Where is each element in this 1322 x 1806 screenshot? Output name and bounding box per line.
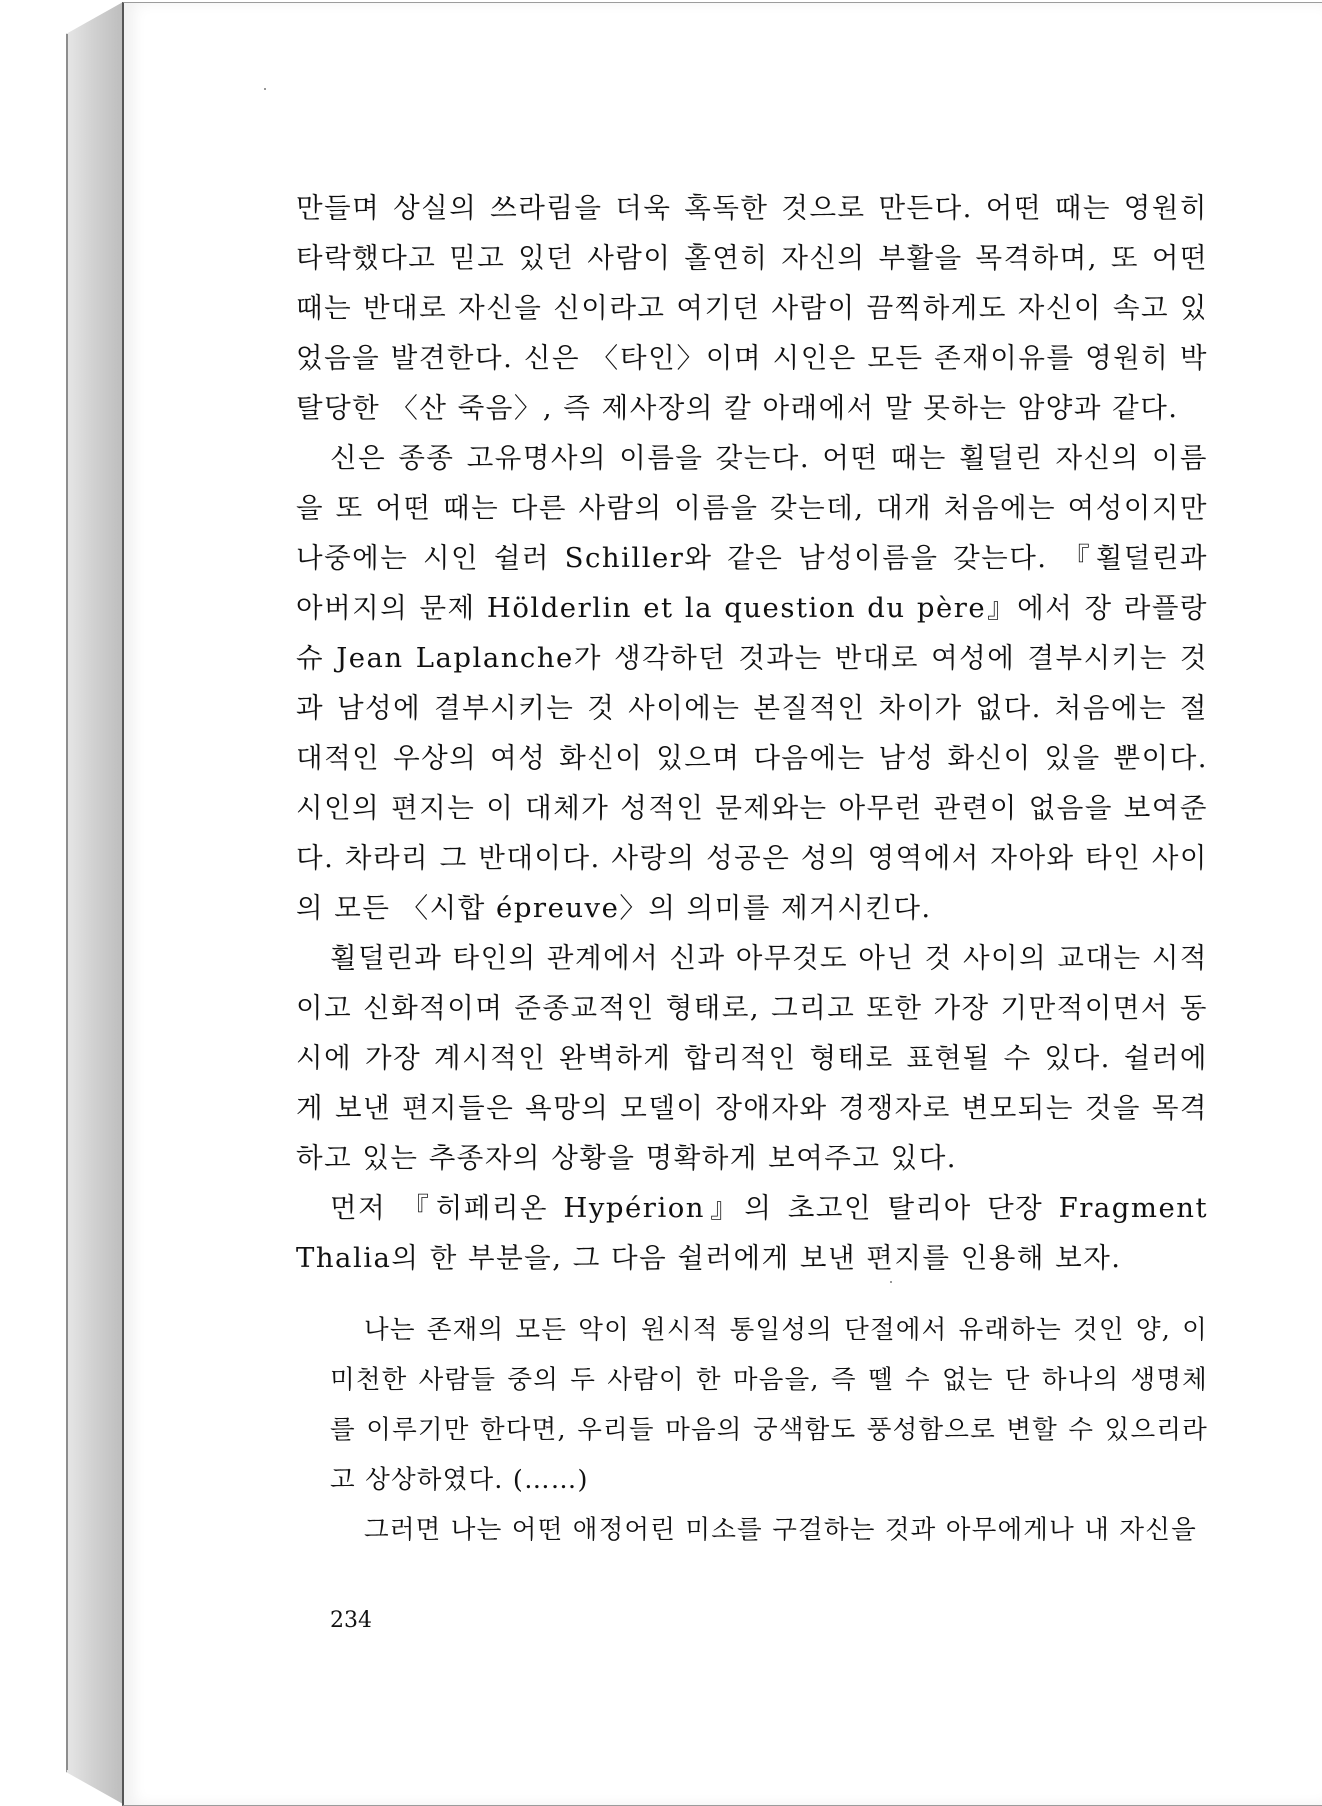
page-number: 234 (330, 1608, 372, 1633)
quote-paragraph: 나는 존재의 모든 악이 원시적 통일성의 단절에서 유래하는 것인 양, 이 미천한 사람들 중의 두 사람이 한 마음을, 즉 뗄 수 없는 단 하나의 생명체를 이루기만 한다면, 우리들 마음의 궁색함도 풍성함으로 변할 수 있으리라고 상상하였다. (……) (330, 1315, 1208, 1495)
body-text (296, 183, 1208, 1283)
body-paragraph: 만들며 상실의 쓰라림을 더욱 혹독한 것으로 만든다. 어떤 때는 영원히 타락했다고 믿고 있던 사람이 홀연히 자신의 부활을 목격하며, 또 어떤 때는 반대로 자신을 신이라고 여기던 사람이 끔찍하게도 자신이 속고 있었음을 발견한다. 신은 〈타인〉이며 시인은 모든 존재이유를 영원히 박탈당한 〈산 죽음〉, 즉 제사장의 칼 아래에서 말 못하는 암양과 같다. (296, 192, 1208, 424)
quote-paragraph: 그러면 나는 어떤 애정어린 미소를 구걸하는 것과 아무에게나 내 자신을 (364, 1515, 1197, 1545)
book-spine (66, 2, 123, 1804)
block-quote (330, 1305, 1208, 1555)
page-speck (264, 88, 266, 90)
body-paragraph: 신은 종종 고유명사의 이름을 갖는다. 어떤 때는 횔덜린 자신의 이름을 또 어떤 때는 다른 사람의 이름을 갖는데, 대개 처음에는 여성이지만 나중에는 시인 쉴러 Schiller와 같은 남성이름을 갖는다. 『횔덜린과 아버지의 문제 Hölderlin et la question du père』에서 장 라플랑슈 Jean Laplanche가 생각하던 것과는 반대로 여성에 결부시키는 것과 남성에 결부시키는 것 사이에는 본질적인 차이가 없다. 처음에는 절대적인 우상의 여성 화신이 있으며 다음에는 남성 화신이 있을 뿐이다. 시인의 편지는 이 대체가 성적인 문제와는 아무런 관련이 없음을 보여준다. 차라리 그 반대이다. 사랑의 성공은 성의 영역에서 자아와 타인 사이의 모든 〈시합 épreuve〉의 의미를 제거시킨다. (296, 442, 1208, 924)
body-paragraph: 먼저 『히페리온 Hypérion』의 초고인 탈리아 단장 Fragment Thalia의 한 부분을, 그 다음 쉴러에게 보낸 편지를 인용해 보자. (296, 1192, 1208, 1274)
body-paragraph: 횔덜린과 타인의 관계에서 신과 아무것도 아닌 것 사이의 교대는 시적이고 신화적이며 준종교적인 형태로, 그리고 또한 가장 기만적이면서 동시에 가장 계시적인 완벽하게 합리적인 형태로 표현될 수 있다. 쉴러에게 보낸 편지들은 욕망의 모델이 장애자와 경쟁자로 변모되는 것을 목격하고 있는 추종자의 상황을 명확하게 보여주고 있다. (296, 942, 1208, 1174)
spine-edge (66, 34, 68, 1770)
